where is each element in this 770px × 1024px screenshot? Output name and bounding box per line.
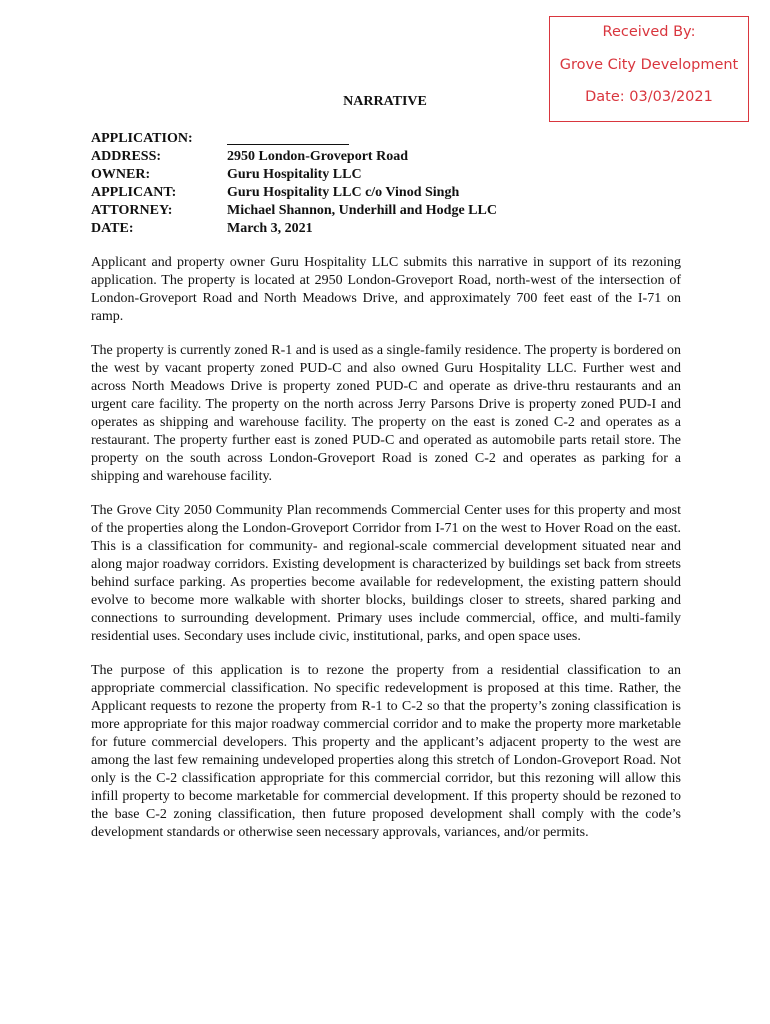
application-info [91, 130, 691, 238]
stamp-received-by: Received By: [602, 24, 696, 40]
document-title: NARRATIVE [343, 94, 427, 109]
narrative-body [91, 254, 681, 858]
application-number-blank [227, 130, 349, 148]
info-value: Michael Shannon, Underhill and Hodge LLC [227, 203, 497, 218]
info-label: ADDRESS: [91, 149, 162, 164]
paragraph-purpose: The purpose of this application is to rezone the property from a residential classification to an appropriate commercial classification. No specific redevelopment is proposed at this time. Rather, the Applicant requests to rezone the property from R-1 to C-2 so that the property’s zoning classification is more appropriate for this major roadway commercial corridor and to make the property more marketable for future commercial developers. This property and the applicant’s adjacent property to the west are among the last few remaining undeveloped properties along this stretch of London-Groveport Road. Not only is the C-2 classification appropriate for this commercial corridor, but this rezoning will allow this infill property to become marketable for commercial development. If this property should be rezoned to the base C-2 zoning classification, then future proposed development shall comply with the code’s development standards or otherwise seen necessary approvals, variances, and/or permits. [91, 663, 681, 840]
info-label: ATTORNEY: [91, 203, 173, 218]
stamp-organization: Grove City Development [559, 57, 739, 73]
info-value: Guru Hospitality LLC c/o Vinod Singh [227, 185, 460, 200]
info-row-owner [91, 166, 691, 184]
info-row-date [91, 220, 691, 238]
info-value: 2950 London-Groveport Road [227, 149, 408, 164]
info-row-attorney [91, 202, 691, 220]
paragraph-intro: Applicant and property owner Guru Hospitality LLC submits this narrative in support of its rezoning application. The property is located at 2950 London-Groveport Road, north-west of the intersection of London-Groveport Road and North Meadows Drive, and approximately 700 feet east of the I-71 on ramp. [91, 255, 681, 324]
info-label: APPLICANT: [91, 185, 177, 200]
stamp-date: Date: 03/03/2021 [585, 89, 713, 105]
info-label: OWNER: [91, 167, 151, 182]
info-row-application [91, 130, 691, 148]
info-row-applicant [91, 184, 691, 202]
info-value: Guru Hospitality LLC [227, 167, 362, 182]
paragraph-zoning: The property is currently zoned R-1 and is used as a single-family residence. The property is bordered on the west by vacant property zoned PUD-C and also owned Guru Hospitality LLC. Further west and across North Meadows Drive is property zoned PUD-C and operate as drive-thru restaurants and an urgent care facility. The property on the north across Jerry Parsons Drive is property zoned PUD-I and operates as shipping and warehouse facility. The property on the east is zoned C-2 and operates as a restaurant. The property further east is zoned PUD-C and operated as automobile parts retail store. The property on the south across London-Groveport Road is zoned C-2 and operates as parking for a shipping and warehouse facility. [91, 343, 681, 484]
info-value: March 3, 2021 [227, 221, 313, 236]
info-label: APPLICATION: [91, 131, 193, 146]
blank-line [227, 130, 349, 145]
paragraph-community-plan: The Grove City 2050 Community Plan recommends Commercial Center uses for this property and most of the properties along the London-Groveport Corridor from I-71 on the west to Hover Road on the east. This is a classification for community- and regional-scale commercial development situated near and along major roadway corridors. Existing development is characterized by buildings set back from streets behind surface parking. As properties become available for redevelopment, the existing pattern should evolve to become more walkable with shorter blocks, buildings closer to streets, shared parking and connections to surrounding development. Primary uses include commercial, office, and multi-family residential uses. Secondary uses include civic, institutional, parks, and open space uses. [91, 503, 681, 644]
info-label: DATE: [91, 221, 134, 236]
info-row-address [91, 148, 691, 166]
